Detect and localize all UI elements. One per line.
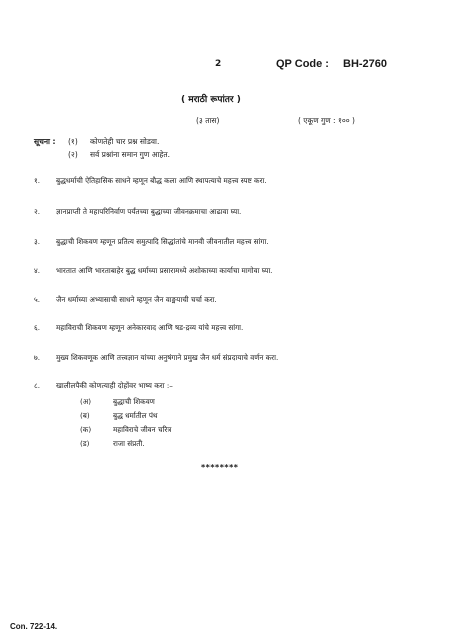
sub-item-label: (अ) (80, 397, 92, 406)
question-7 (34, 353, 278, 363)
instructions-block (34, 135, 170, 161)
question-text: बुद्धधर्माची ऐतिहासिक साधने म्हणून बौद्ध कला आणि स्थापत्याचे महत्त्व स्पष्ट करा. (56, 176, 267, 185)
question-number: ५. (34, 295, 41, 304)
question-number: ६. (34, 323, 41, 332)
sub-item-label: (क) (80, 425, 92, 434)
list-item (80, 395, 171, 409)
question-number: ४. (34, 266, 41, 275)
question-8 (34, 381, 173, 391)
sub-item-label: (ड) (80, 439, 90, 448)
list-item (80, 437, 171, 451)
question-number: ३. (34, 237, 41, 246)
question-3 (34, 237, 269, 247)
question-text: मुख्य शिकवणूक आणि तत्त्वज्ञान यांच्या अनुषंगाने प्रमुख जैन धर्म संप्रदायाचे वर्णन करा. (56, 353, 279, 362)
sub-item-text: बुद्धाची शिकवण (113, 397, 155, 406)
qp-code-label: QP Code : (276, 58, 329, 70)
question-number: ७. (34, 353, 41, 362)
question-6 (34, 323, 243, 333)
question-8-sub-items (80, 395, 171, 451)
instructions-label: सूचना : (34, 137, 56, 146)
question-text: महाविराची शिकवण म्हणून अनेकारवाद आणि षड-द्रव्य यांचे महत्त्व सांगा. (56, 323, 244, 332)
question-1 (34, 176, 267, 186)
sub-item-label: (ब) (80, 411, 90, 420)
question-number: १. (34, 176, 41, 185)
end-marker: ******** (201, 463, 239, 472)
page-number: 2 (215, 59, 222, 69)
instruction-text: कोणतेही चार प्रश्न सोडवा. (90, 137, 160, 146)
question-text: बुद्धाची शिकवण म्हणून प्रतित्य समुत्पादि सिद्धांतांचे मानवी जीवनातील महत्त्व सांगा. (56, 237, 269, 246)
sub-item-text: राजा संप्रती. (113, 439, 145, 448)
question-text: खालीलपैकी कोणत्याही दोहोंवर भाष्य करा :– (56, 381, 173, 390)
question-5 (34, 295, 217, 305)
sub-item-text: महाविराचे जीवन चरित्र (113, 425, 172, 434)
instruction-text: सर्व प्रश्नांना समान गुण आहेत. (90, 150, 171, 159)
page-title: ( मराठी रूपांतर ) (181, 95, 241, 105)
question-text: भारतात आणि भारताबाहेर बुद्ध धर्माच्या प्रसारामध्ये अशोकाच्या कार्याचा मागोवा घ्या. (56, 266, 273, 275)
instruction-index: (२) (68, 150, 78, 159)
footer-code: Con. 722-14. (10, 622, 58, 631)
question-text: ज्ञानप्राप्ती ते महापरिनिर्वाण पर्यंतच्या बुद्धाच्या जीवनक्रमाचा आढावा घ्या. (56, 207, 242, 216)
question-4 (34, 266, 272, 276)
total-marks: ( एकूण गुण : १०० ) (298, 116, 355, 125)
list-item (80, 423, 171, 437)
question-number: २. (34, 207, 41, 216)
question-2 (34, 207, 241, 217)
sub-item-text: बुद्ध धर्मातील पंथ (113, 411, 158, 420)
instruction-index: (१) (68, 137, 78, 146)
qp-code-value: BH-2760 (343, 58, 388, 70)
exam-duration: (३ तास) (196, 116, 220, 125)
list-item (80, 409, 171, 423)
question-number: ८. (34, 381, 41, 390)
question-text: जैन धर्माच्या अभ्यासाची साधने म्हणून जैन वाङ्मयाची चर्चा करा. (56, 295, 217, 304)
